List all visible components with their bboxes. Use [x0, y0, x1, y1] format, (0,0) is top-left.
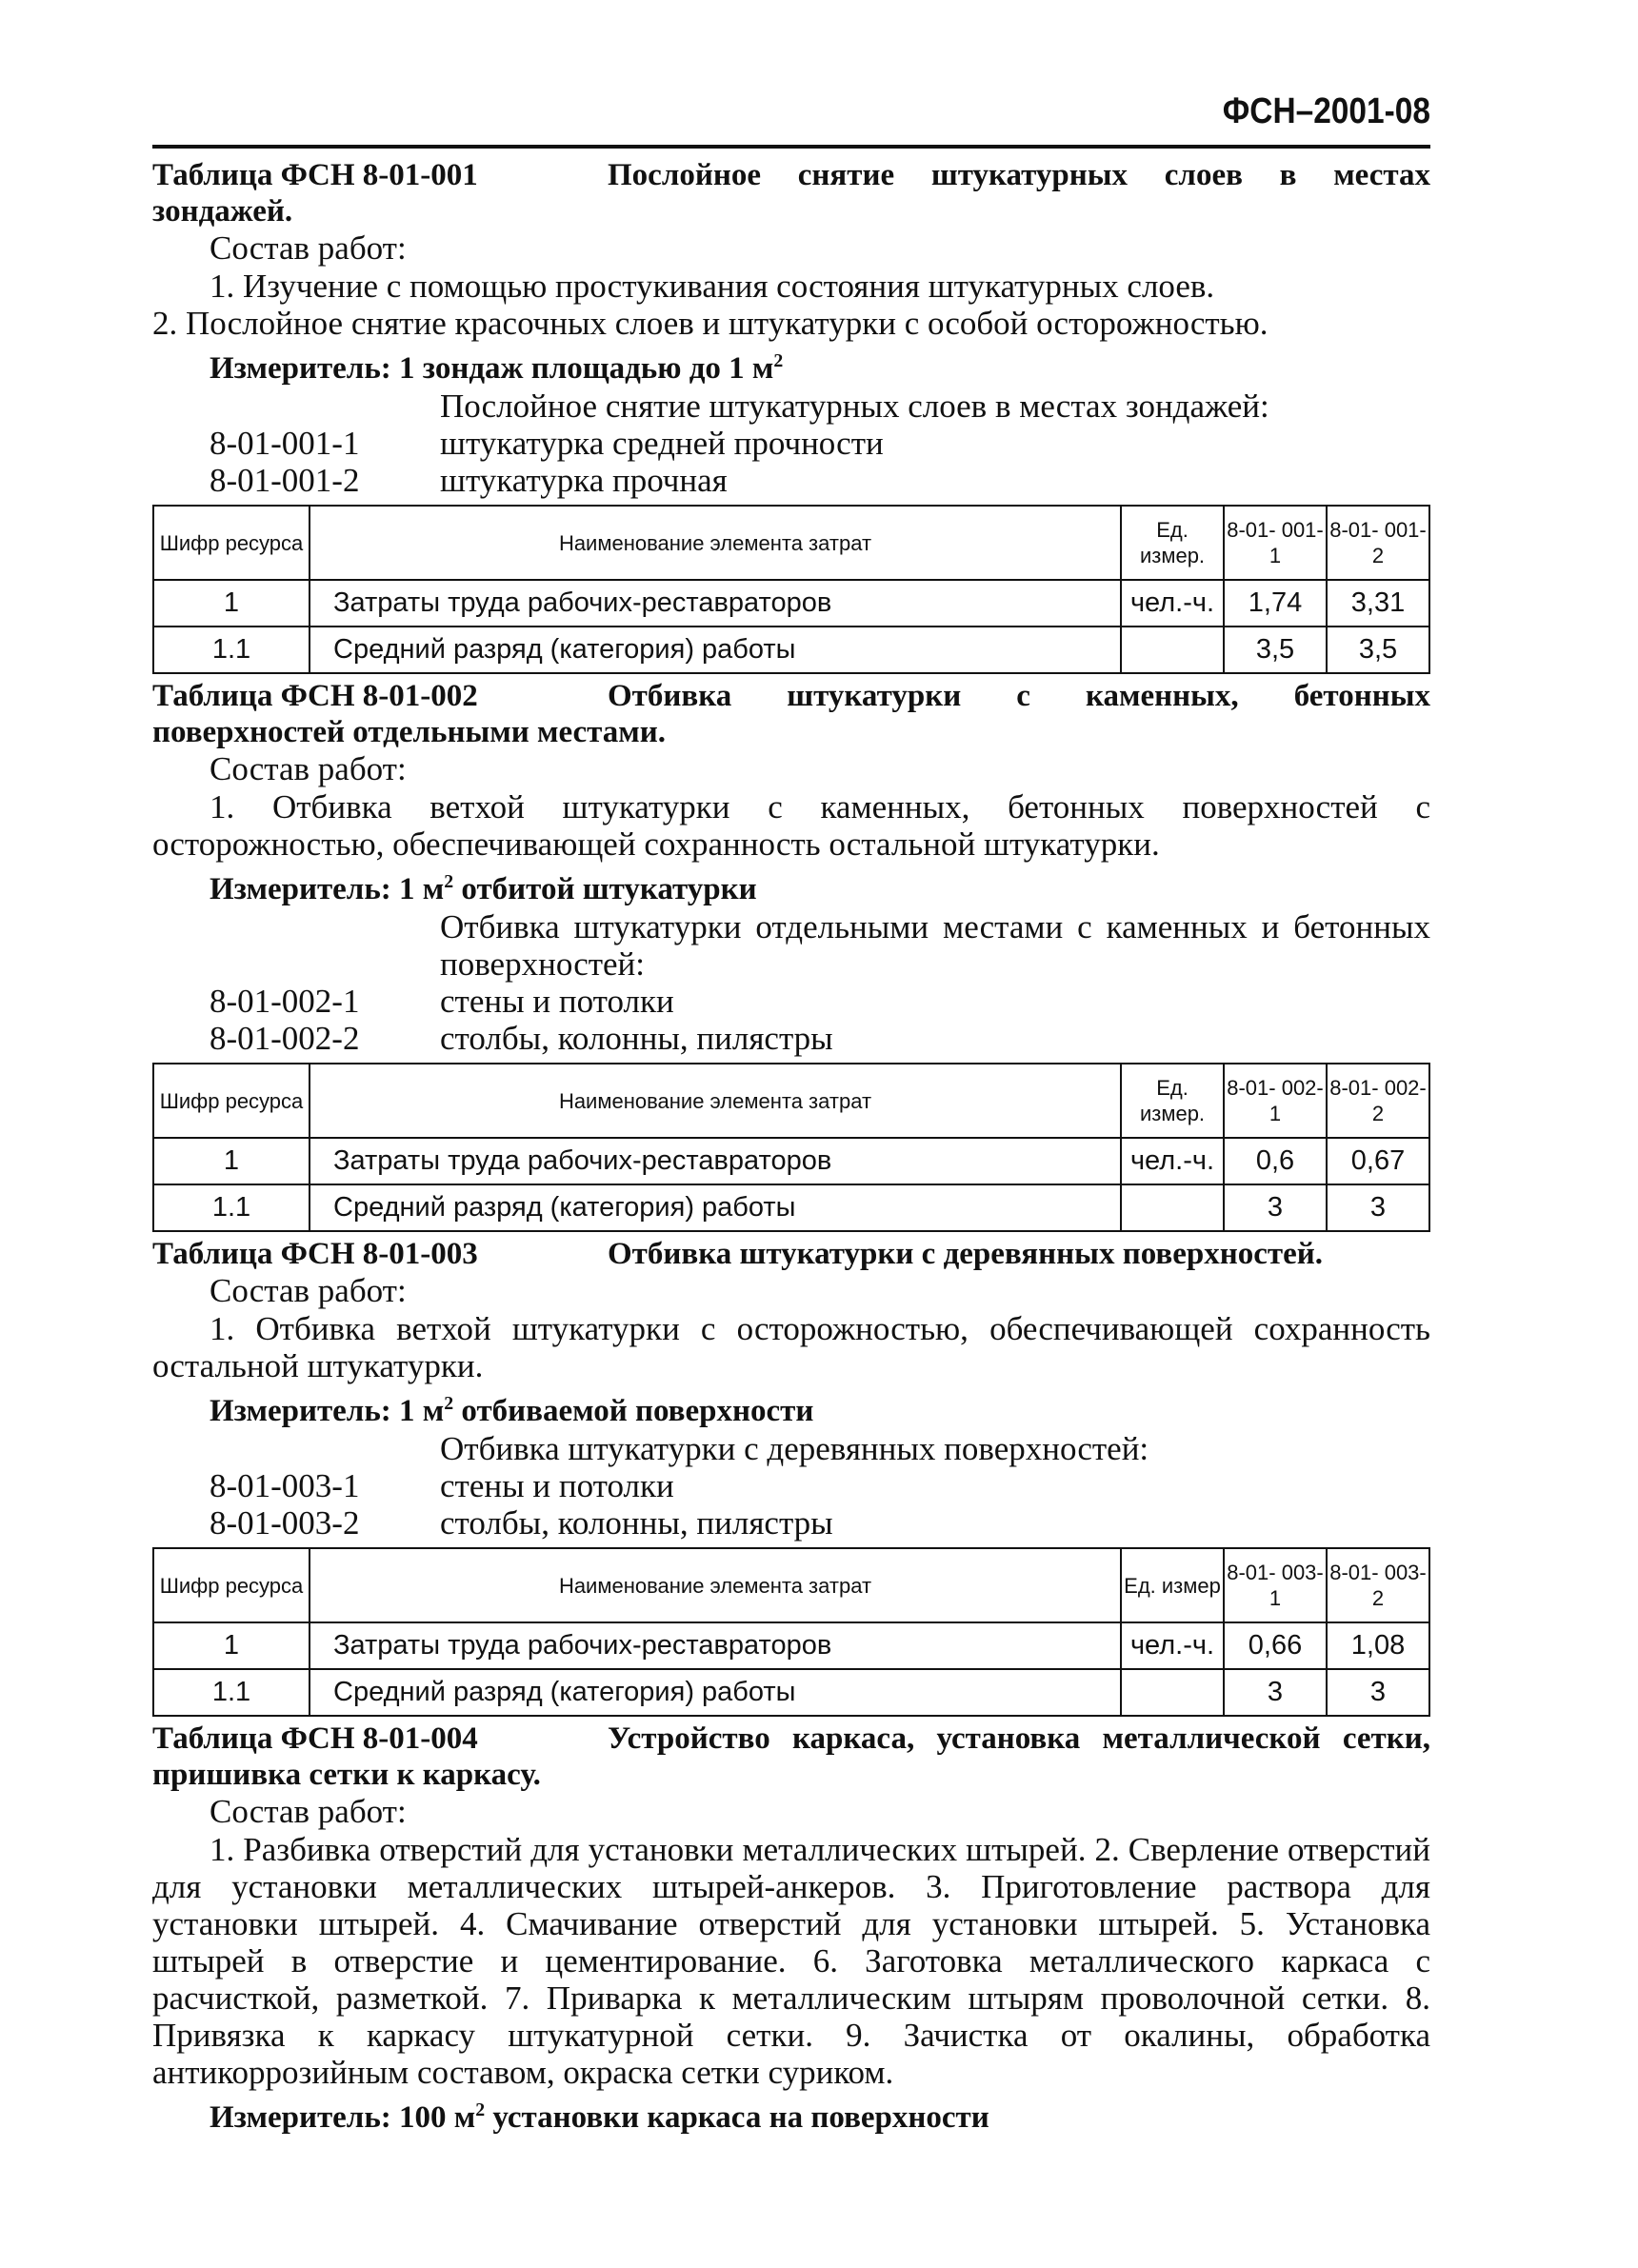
- cell-name: Средний разряд (категория) работы: [310, 1669, 1121, 1716]
- variant-name: столбы, колонны, пилястры: [440, 1020, 833, 1057]
- cell-code: 1: [153, 580, 310, 627]
- work-step: 1. Отбивка ветхой штукатурки с каменных, бетонных поверхностей с осторожностью, обеспечивающей сохранность остальной штукатурки.: [152, 788, 1430, 863]
- work-composition-label: Состав работ:: [210, 1272, 407, 1309]
- table-code: Таблица ФСН 8-01-004: [152, 1721, 478, 1756]
- header-unit: Ед. измер: [1121, 1548, 1224, 1622]
- cell-unit: чел.-ч.: [1121, 580, 1224, 627]
- cell-unit: [1121, 1184, 1224, 1231]
- cell-value: 3: [1224, 1669, 1327, 1716]
- cell-name: Затраты труда рабочих-реставраторов: [310, 1138, 1121, 1184]
- header-variant-2: 8-01- 003-2: [1327, 1548, 1429, 1622]
- measurement-unit: Измеритель: 1 зондаж площадью до 1 $м^2$: [210, 350, 784, 386]
- cell-value: 3,31: [1327, 580, 1429, 627]
- table-row: [153, 1622, 1429, 1669]
- cell-unit: [1121, 1669, 1224, 1716]
- cell-value: 3: [1224, 1184, 1327, 1231]
- variant-row: [152, 425, 1430, 462]
- work-composition-label: Состав работ:: [210, 229, 407, 267]
- variant-name: штукатурка прочная: [440, 462, 728, 499]
- work-composition-label: Состав работ:: [210, 1793, 407, 1830]
- table-section-8-01-003: [152, 1236, 1430, 1717]
- table-title: [152, 157, 1430, 229]
- resource-table: [152, 505, 1430, 674]
- work-step: 1. Отбивка ветхой штукатурки с осторожностью, обеспечивающей сохранность остальной штукатурки.: [152, 1310, 1430, 1384]
- header-name: Наименование элемента затрат: [310, 506, 1121, 580]
- cell-code: 1.1: [153, 1669, 310, 1716]
- header-rule: [152, 145, 1430, 149]
- work-composition-label: Состав работ:: [210, 750, 407, 787]
- table-heading: Устройство каркаса, установка металлической сетки, пришивка сетки к каркасу.: [152, 1721, 1430, 1792]
- table-row: [153, 1184, 1429, 1231]
- cell-value: 3,5: [1224, 627, 1327, 673]
- variant-code: 8-01-003-2: [210, 1504, 360, 1542]
- cell-value: 0,66: [1224, 1622, 1327, 1669]
- table-header-row: [153, 506, 1429, 580]
- table-row: [153, 627, 1429, 673]
- variant-name: стены и потолки: [440, 983, 674, 1020]
- work-step: 2. Послойное снятие красочных слоев и штукатурки с особой осторожностью.: [152, 305, 1268, 342]
- table-code: Таблица ФСН 8-01-001: [152, 158, 478, 192]
- cell-unit: чел.-ч.: [1121, 1622, 1224, 1669]
- table-section-8-01-001: [152, 157, 1430, 674]
- header-name: Наименование элемента затрат: [310, 1548, 1121, 1622]
- table-header-row: [153, 1064, 1429, 1138]
- variant-group-heading: Отбивка штукатурки с деревянных поверхностей:: [440, 1430, 1149, 1467]
- measurement-unit: Измеритель: 100 $м^2$ установки каркаса на поверхности: [210, 2099, 989, 2135]
- cell-unit: [1121, 627, 1224, 673]
- measurement-unit: Измеритель: 1 $м^2$ отбитой штукатурки: [210, 871, 757, 906]
- table-title: [152, 1236, 1430, 1272]
- variant-code: 8-01-002-2: [210, 1020, 360, 1057]
- cell-value: 1,74: [1224, 580, 1327, 627]
- cell-code: 1.1: [153, 627, 310, 673]
- header-code: Шифр ресурса: [153, 506, 310, 580]
- header-code: Шифр ресурса: [153, 1548, 310, 1622]
- variant-group-heading: Послойное снятие штукатурных слоев в местах зондажей:: [440, 388, 1269, 425]
- table-row: [153, 580, 1429, 627]
- cell-value: 3,5: [1327, 627, 1429, 673]
- cell-code: 1: [153, 1622, 310, 1669]
- cell-name: Затраты труда рабочих-реставраторов: [310, 1622, 1121, 1669]
- variant-name: стены и потолки: [440, 1467, 674, 1504]
- cell-code: 1.1: [153, 1184, 310, 1231]
- table-section-8-01-002: [152, 678, 1430, 1232]
- header-code: Шифр ресурса: [153, 1064, 310, 1138]
- header-name: Наименование элемента затрат: [310, 1064, 1121, 1138]
- cell-name: Средний разряд (категория) работы: [310, 1184, 1121, 1231]
- variant-row: [152, 1020, 1430, 1057]
- variant-row: [152, 1467, 1430, 1504]
- measurement-unit: Измеритель: 1 $м^2$ отбиваемой поверхности: [210, 1393, 814, 1428]
- cell-value: 1,08: [1327, 1622, 1429, 1669]
- variant-code: 8-01-003-1: [210, 1467, 360, 1504]
- table-code: Таблица ФСН 8-01-002: [152, 679, 478, 713]
- table-heading: Послойное снятие штукатурных слоев в местах зондажей.: [152, 158, 1430, 229]
- cell-value: 3: [1327, 1669, 1429, 1716]
- variant-group-heading: Отбивка штукатурки отдельными местами с каменных и бетонных поверхностей:: [440, 908, 1430, 983]
- table-header-row: [153, 1548, 1429, 1622]
- cell-value: 3: [1327, 1184, 1429, 1231]
- cell-code: 1: [153, 1138, 310, 1184]
- document-id: ФСН–2001-08: [1222, 91, 1430, 131]
- header-variant-2: 8-01- 001-2: [1327, 506, 1429, 580]
- header-variant-2: 8-01- 002-2: [1327, 1064, 1429, 1138]
- table-code: Таблица ФСН 8-01-003: [152, 1237, 478, 1271]
- variant-row: [152, 462, 1430, 499]
- cell-value: 0,6: [1224, 1138, 1327, 1184]
- cell-name: Затраты труда рабочих-реставраторов: [310, 580, 1121, 627]
- variant-row: [152, 1504, 1430, 1542]
- cell-name: Средний разряд (категория) работы: [310, 627, 1121, 673]
- variant-name: столбы, колонны, пилястры: [440, 1504, 833, 1542]
- header-variant-1: 8-01- 002-1: [1224, 1064, 1327, 1138]
- variant-row: [152, 983, 1430, 1020]
- work-step: 1. Изучение с помощью простукивания состояния штукатурных слоев.: [210, 268, 1215, 305]
- work-step: 1. Разбивка отверстий для установки металлических штырей. 2. Сверление отверстий для установки металлических штырей-анкеров. 3. Приготовление раствора для установки штырей. 4. Смачивание отверстий для установки штырей. 5. Установка штырей в отверстие и цементирование. 6. Заготовка металлического каркаса с расчисткой, разметкой. 7. Приварка к металлическим штырям проволочной сетки. 8. Привязка к каркасу штукатурной сетки. 9. Зачистка от окалины, обработка антикоррозийным составом, окраска сетки суриком.: [152, 1831, 1430, 2091]
- cell-unit: чел.-ч.: [1121, 1138, 1224, 1184]
- table-row: [153, 1138, 1429, 1184]
- variant-code: 8-01-001-2: [210, 462, 360, 499]
- header-variant-1: 8-01- 001-1: [1224, 506, 1327, 580]
- cell-value: 0,67: [1327, 1138, 1429, 1184]
- table-title: [152, 678, 1430, 750]
- variant-code: 8-01-002-1: [210, 983, 360, 1020]
- header-unit: Ед. измер.: [1121, 506, 1224, 580]
- header-unit: Ед. измер.: [1121, 1064, 1224, 1138]
- table-heading: Отбивка штукатурки с каменных, бетонных поверхностей отдельными местами.: [152, 679, 1430, 749]
- table-row: [153, 1669, 1429, 1716]
- resource-table: [152, 1063, 1430, 1232]
- variant-name: штукатурка средней прочности: [440, 425, 884, 462]
- resource-table: [152, 1547, 1430, 1717]
- variant-code: 8-01-001-1: [210, 425, 360, 462]
- table-section-8-01-004: [152, 1721, 1430, 2137]
- document-body: [152, 157, 1430, 2137]
- table-title: [152, 1721, 1430, 1793]
- table-heading: Отбивка штукатурки с деревянных поверхностей.: [608, 1237, 1323, 1271]
- header-variant-1: 8-01- 003-1: [1224, 1548, 1327, 1622]
